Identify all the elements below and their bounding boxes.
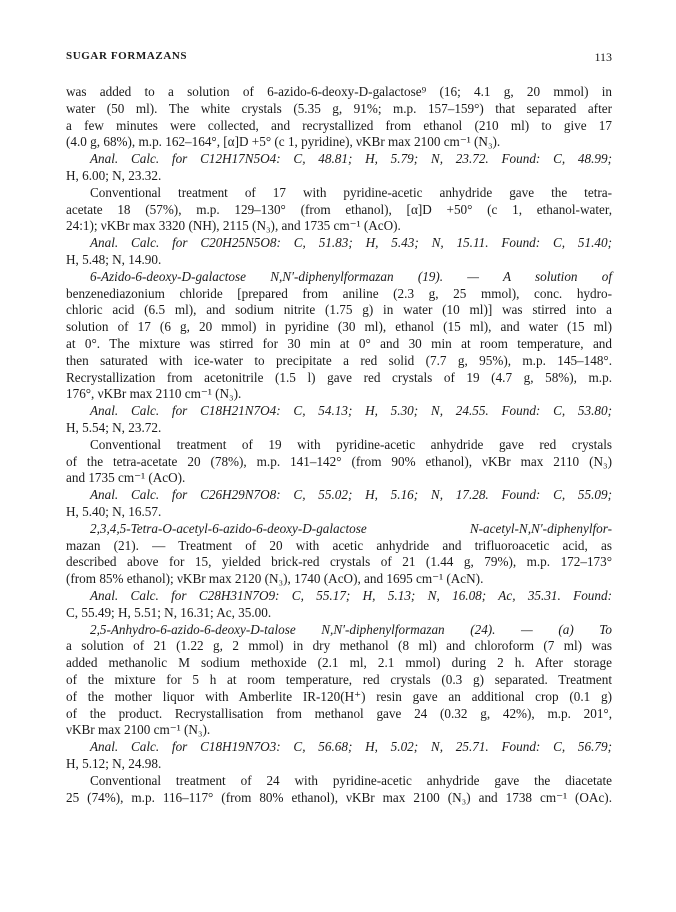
text-line: water (50 ml). The white crystals (5.35 g, 91%; m.p. 157–159°) that separated after [66, 100, 612, 116]
text-line: C, 55.49; H, 5.51; N, 16.31; Ac, 35.00. [66, 604, 272, 620]
text-line: H, 6.00; N, 23.32. [66, 168, 162, 183]
text-line: described above for 15, yielded brick-red crystals of 21 (1.44 g, 79%), m.p. 172–173° [66, 554, 612, 570]
section-heading: 2,3,4,5-Tetra-O-acetyl-6-azido-6-deoxy-D-galactose N-acetyl-N,N′-diphenylfor- [90, 520, 612, 536]
text-line: 25 (74%), m.p. 116–117° (from 80% ethanol), νKBr max 2100 (N₃) and 1738 cm⁻¹ (OAc). [66, 789, 612, 805]
section-heading: 2,5-Anhydro-6-azido-6-deoxy-D-talose N,N′-diphenylformazan (24). — (a) To [90, 621, 612, 637]
analysis-line: Anal. Calc. for C18H19N7O3: C, 56.68; H, 5.02; N, 25.71. Found: C, 56.79; [90, 739, 612, 755]
text-line: a solution of 21 (1.22 g, 2 mmol) in dry methanol (8 ml) and chloroform (7 ml) was [66, 638, 612, 654]
section-heading: 6-Azido-6-deoxy-D-galactose N,N′-diphenylformazan (19). — A solution of [90, 268, 612, 284]
paragraph-start: Conventional treatment of 24 with pyridine-acetic anhydride gave the diacetate [90, 772, 612, 788]
text-line: benzenediazonium chloride [prepared from aniline (2.3 g, 25 mmol), conc. hydro- [66, 285, 612, 301]
text-line: was added to a solution of 6-azido-6-deoxy-D-galactose⁹ (16; 4.1 g, 20 mmol) in [66, 84, 612, 99]
text-line: 176°, νKBr max 2110 cm⁻¹ (N₃). [66, 386, 242, 402]
text-line: 24:1); νKBr max 3320 (NH), 2115 (N₃), and 1735 cm⁻¹ (AcO). [66, 218, 401, 234]
text-line: (from 85% ethanol); νKBr max 2120 (N₃), 1740 (AcO), and 1695 cm⁻¹ (AcN). [66, 571, 484, 587]
text-line: at 0°. The mixture was stirred for 30 min at 0° and 30 min at room temperature, and [66, 336, 612, 351]
text-line: of the mixture for 5 h at room temperature, red crystals (0.3 g) separated. Treatment [66, 672, 612, 687]
analysis-line: Anal. Calc. for C28H31N7O9: C, 55.17; H, 5.13; N, 16.08; Ac, 35.31. Found: [90, 588, 612, 603]
analysis-line: Anal. Calc. for C26H29N7O8: C, 55.02; H, 5.16; N, 17.28. Found: C, 55.09; [90, 487, 612, 503]
text-line: (4.0 g, 68%), m.p. 162–164°, [α]D +5° (c 1, pyridine), νKBr max 2100 cm⁻¹ (N₃). [66, 134, 501, 150]
analysis-line: Anal. Calc. for C20H25N5O8: C, 51.83; H, 5.43; N, 15.11. Found: C, 51.40; [90, 235, 612, 251]
text-line: acetate 18 (57%), m.p. 129–130° (from ethanol), [α]D +50° (c 1, ethanol-water, [66, 201, 612, 217]
paragraph-start: Conventional treatment of 17 with pyridine-acetic anhydride gave the tetra- [90, 184, 612, 200]
text-line: of the product. Recrystallisation from methanol gave 24 (0.32 g, 42%), m.p. 201°, [66, 705, 612, 721]
page-number: 113 [594, 50, 612, 64]
text-line: H, 5.54; N, 23.72. [66, 420, 162, 435]
text-line: νKBr max 2100 cm⁻¹ (N₃). [66, 722, 211, 738]
text-line: H, 5.48; N, 14.90. [66, 252, 162, 267]
text-line: mazan (21). — Treatment of 20 with acetic anhydride and trifluoroacetic acid, as [66, 537, 612, 553]
running-title: SUGAR FORMAZANS [66, 50, 188, 62]
text-line: then saturated with ice-water to precipitate a red solid (7.7 g, 95%), m.p. 145–148°. [66, 352, 612, 368]
text-line: a few minutes were collected, and recrystallized from ethanol (210 ml) to give 17 [66, 117, 612, 133]
text-line: Recrystallization from acetonitrile (1.5 l) gave red crystals of 19 (4.7 g, 58%), m.p. [66, 369, 612, 385]
analysis-line: Anal. Calc. for C18H21N7O4: C, 54.13; H, 5.30; N, 24.55. Found: C, 53.80; [90, 403, 612, 419]
text-line: and 1735 cm⁻¹ (AcO). [66, 470, 186, 486]
text-line: of the mother liquor with Amberlite IR-120(H⁺) resin gave an additional crop (0.1 g) [66, 688, 612, 704]
analysis-line: Anal. Calc. for C12H17N5O4: C, 48.81; H, 5.79; N, 23.72. Found: C, 48.99; [90, 151, 612, 167]
text-line: added methanolic M sodium methoxide (2.1 ml, 2.1 mmol) during 2 h. After storage [66, 655, 612, 671]
text-line: chloric acid (6.5 ml), and sodium nitrite (1.75 g) in water (10 ml)] was stirred into a [66, 302, 612, 318]
text-line: H, 5.40; N, 16.57. [66, 504, 162, 519]
paragraph-start: Conventional treatment of 19 with pyridine-acetic anhydride gave red crystals [90, 436, 612, 452]
running-header [66, 50, 612, 66]
text-line: of the tetra-acetate 20 (78%), m.p. 141–142° (from 90% ethanol), νKBr max 2110 (N₃) [66, 453, 612, 469]
text-line: H, 5.12; N, 24.98. [66, 756, 162, 771]
text-line: solution of 17 (6 g, 20 mmol) in pyridine (30 ml), ethanol (15 ml), and water (15 ml) [66, 319, 612, 335]
